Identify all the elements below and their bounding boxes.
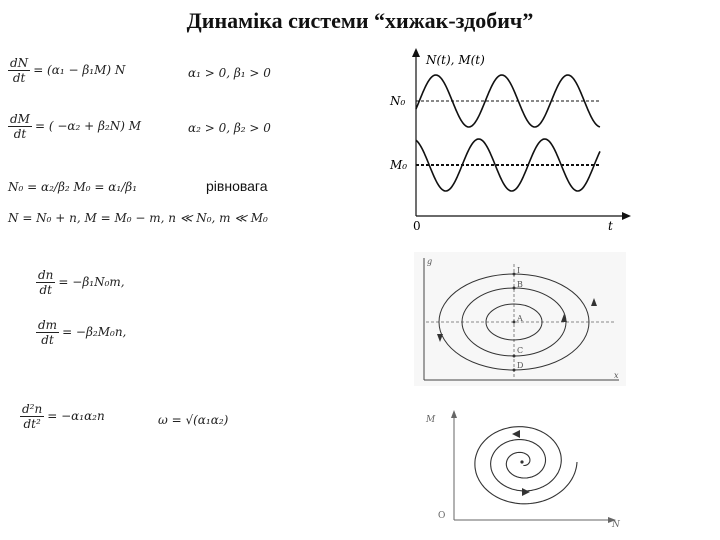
- eq5-denominator: dt²: [23, 417, 41, 431]
- omega-equation: ω = √(α₁α₂): [158, 413, 229, 427]
- m0-label: M₀: [390, 158, 408, 172]
- eq1-denominator: dt: [12, 71, 26, 85]
- condition-2: α₂ > 0, β₂ > 0: [188, 121, 271, 135]
- point-i: [513, 273, 516, 276]
- label-a: A: [517, 314, 523, 323]
- point-a: [513, 321, 516, 324]
- eq5-numerator: d²n: [22, 402, 43, 416]
- eq2-rhs: = ( −α₂ + β₂N) M: [34, 119, 142, 133]
- page-title: Динаміка системи “хижак-здобич”: [186, 8, 534, 33]
- point-b: [513, 287, 516, 290]
- spiral-arrow-top: [512, 430, 520, 438]
- plot1-x-arrow: [622, 212, 631, 220]
- equation-dm-dt: [36, 318, 126, 347]
- equation-dM-dt: [8, 112, 141, 141]
- plot2-x-axis-label: x: [614, 371, 619, 380]
- time-series-figure: [384, 44, 634, 234]
- point-c: [513, 355, 516, 358]
- plot2-y-axis-label: g: [427, 257, 433, 266]
- eq3-denominator: dt: [39, 283, 52, 297]
- plot1-x-label: t: [608, 219, 613, 233]
- equation-dn-dt: [36, 268, 125, 297]
- spiral-arrow-bottom: [522, 488, 530, 496]
- label-d: D: [517, 361, 524, 370]
- eq2-denominator: dt: [13, 127, 27, 141]
- phase-ellipses-figure: [414, 252, 626, 386]
- plot3-origin-label: O: [438, 511, 446, 521]
- eq4-numerator: dm: [38, 318, 58, 332]
- substitution-equation: N = N₀ + n, M = M₀ − m, n ≪ N₀, m ≪ M₀: [8, 211, 268, 225]
- label-b: B: [517, 280, 523, 289]
- eq5-rhs: = −α₁α₂n: [47, 409, 105, 423]
- point-d: [513, 369, 516, 372]
- n0-label: N₀: [390, 94, 406, 108]
- eq3-numerator: dn: [38, 268, 54, 282]
- eq3-rhs: = −β₁N₀m,: [58, 275, 125, 289]
- eq4-rhs: = −β₂M₀n,: [62, 325, 127, 339]
- equilibrium-equations: N₀ = α₂/β₂ M₀ = α₁/β₁: [8, 180, 137, 194]
- plot1-y-label: N(t), M(t): [426, 53, 485, 67]
- plot1-y-arrow: [412, 48, 420, 57]
- eq1-numerator: dN: [10, 56, 29, 70]
- condition-1: α₁ > 0, β₁ > 0: [188, 66, 271, 80]
- equation-dN-dt: [8, 56, 125, 85]
- plot1-origin-label: 0: [413, 219, 421, 233]
- label-c: C: [517, 346, 524, 355]
- eq4-denominator: dt: [41, 333, 54, 347]
- equilibrium-label: рівновага: [206, 178, 268, 194]
- eq2-numerator: dM: [10, 112, 30, 126]
- plot3-x-axis-label: N: [612, 520, 620, 530]
- phase-spiral-figure: [412, 402, 626, 530]
- plot3-y-axis-label: M: [426, 415, 436, 425]
- equation-d2n-dt2: [20, 402, 105, 431]
- plot3-y-arrow: [451, 410, 457, 418]
- eq1-rhs: = (α₁ − β₁M) N: [33, 63, 126, 77]
- spiral-center: [520, 460, 523, 463]
- label-i: I: [517, 266, 521, 275]
